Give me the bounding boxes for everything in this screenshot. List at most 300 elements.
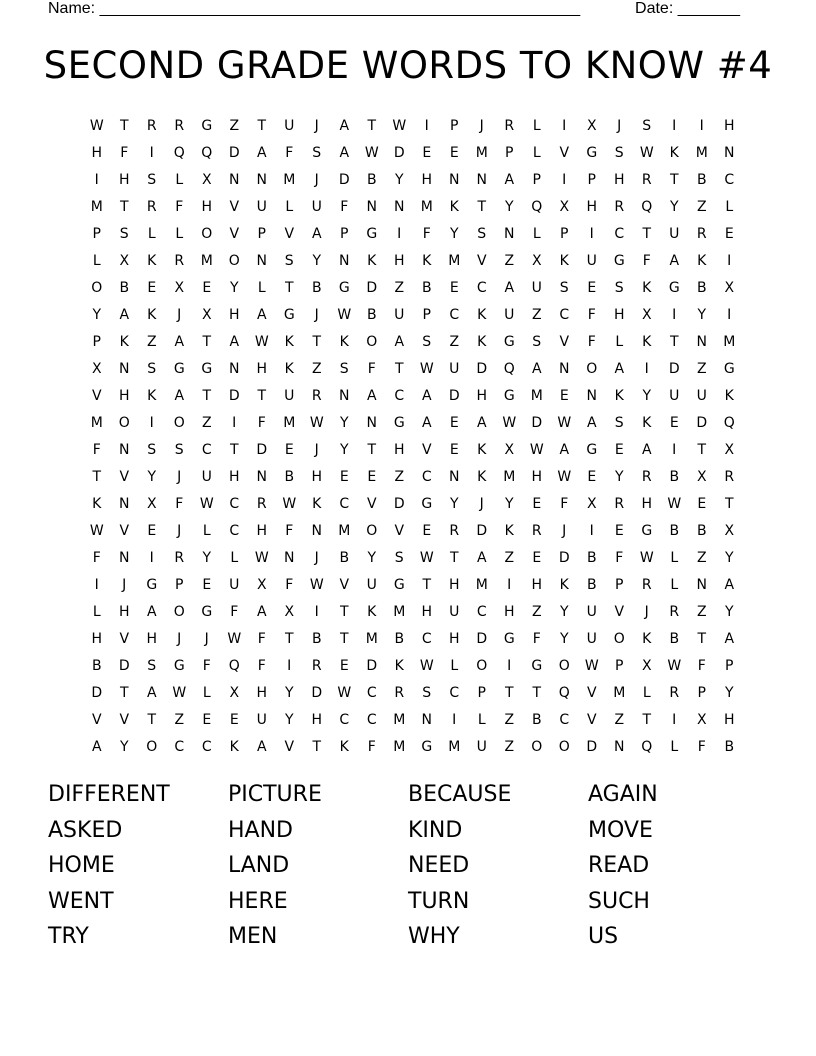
grid-letter: C xyxy=(614,225,625,242)
grid-letter: K xyxy=(504,522,514,539)
grid-letter: I xyxy=(644,360,649,377)
grid-letter: M xyxy=(695,144,708,161)
grid-letter: L xyxy=(92,603,101,620)
grid-letter: W xyxy=(392,117,407,134)
grid-letter: K xyxy=(339,333,349,350)
word-list-item: MEN xyxy=(228,924,278,949)
grid-letter: W xyxy=(584,657,599,674)
grid-letter: X xyxy=(724,522,735,539)
grid-letter: C xyxy=(724,171,735,188)
grid-letter: A xyxy=(229,333,240,350)
grid-letter: F xyxy=(92,549,101,566)
grid-letter: Y xyxy=(669,198,679,215)
grid-letter: U xyxy=(476,738,487,755)
grid-letter: X xyxy=(284,603,295,620)
grid-letter: C xyxy=(201,441,212,458)
grid-letter: S xyxy=(614,279,624,296)
grid-letter: I xyxy=(94,171,99,188)
grid-letter: E xyxy=(614,441,624,458)
grid-letter: O xyxy=(613,630,625,647)
grid-letter: G xyxy=(201,603,213,620)
grid-letter: T xyxy=(229,441,239,458)
grid-letter: E xyxy=(284,441,294,458)
grid-letter: V xyxy=(586,711,597,728)
grid-letter: G xyxy=(503,630,515,647)
grid-letter: N xyxy=(394,198,405,215)
grid-letter: G xyxy=(503,387,515,404)
grid-letter: C xyxy=(476,279,487,296)
grid-letter: P xyxy=(587,171,596,188)
grid-letter: I xyxy=(562,171,567,188)
grid-letter: Y xyxy=(449,495,459,512)
grid-letter: O xyxy=(366,522,378,539)
grid-letter: A xyxy=(366,387,377,404)
grid-letter: T xyxy=(92,468,102,485)
grid-letter: W xyxy=(254,333,269,350)
grid-letter: T xyxy=(697,630,707,647)
grid-letter: T xyxy=(724,495,734,512)
grid-letter: N xyxy=(229,171,240,188)
grid-letter: Y xyxy=(229,279,239,296)
grid-letter: K xyxy=(394,657,404,674)
grid-letter: T xyxy=(284,630,294,647)
grid-letter: A xyxy=(256,603,267,620)
grid-letter: F xyxy=(587,306,596,323)
grid-letter: R xyxy=(311,387,322,404)
grid-letter: H xyxy=(448,576,460,593)
grid-letter: S xyxy=(147,171,157,188)
grid-letter: K xyxy=(147,252,157,269)
grid-letter: C xyxy=(559,711,570,728)
grid-letter: Z xyxy=(394,279,405,296)
grid-letter: W xyxy=(502,414,517,431)
grid-letter: F xyxy=(257,630,266,647)
grid-letter: C xyxy=(421,630,432,647)
grid-letter: W xyxy=(639,144,654,161)
grid-letter: M xyxy=(723,333,736,350)
grid-letter: M xyxy=(613,684,626,701)
grid-letter: L xyxy=(642,684,651,701)
grid-letter: G xyxy=(723,360,735,377)
grid-letter: N xyxy=(724,144,735,161)
grid-letter: B xyxy=(284,468,295,485)
grid-letter: G xyxy=(146,576,158,593)
grid-letter: E xyxy=(202,576,212,593)
grid-letter: B xyxy=(586,576,597,593)
grid-letter: E xyxy=(147,279,157,296)
grid-letter: U xyxy=(696,387,707,404)
grid-letter: U xyxy=(366,576,377,593)
page-title: SECOND GRADE WORDS TO KNOW #4 xyxy=(43,44,773,87)
grid-letter: H xyxy=(393,252,405,269)
grid-letter: A xyxy=(146,684,157,701)
grid-letter: K xyxy=(312,495,322,512)
grid-letter: K xyxy=(642,630,652,647)
grid-letter: T xyxy=(284,279,294,296)
grid-letter: E xyxy=(147,522,157,539)
word-list-item: NEED xyxy=(408,853,470,878)
grid-letter: E xyxy=(449,441,459,458)
grid-letter: F xyxy=(340,198,349,215)
grid-letter: I xyxy=(727,252,732,269)
grid-letter: G xyxy=(201,360,213,377)
grid-letter: T xyxy=(394,360,404,377)
grid-letter: F xyxy=(230,603,239,620)
grid-letter: H xyxy=(228,468,240,485)
grid-letter: W xyxy=(254,549,269,566)
grid-letter: V xyxy=(119,522,130,539)
grid-letter: N xyxy=(229,360,240,377)
grid-letter: B xyxy=(586,549,597,566)
grid-letter: G xyxy=(641,522,653,539)
grid-letter: U xyxy=(586,252,597,269)
grid-letter: F xyxy=(697,738,706,755)
grid-letter: K xyxy=(284,333,294,350)
grid-letter: F xyxy=(285,576,294,593)
grid-letter: Z xyxy=(531,603,542,620)
grid-letter: B xyxy=(421,279,432,296)
grid-letter: F xyxy=(285,522,294,539)
grid-letter: F xyxy=(202,657,211,674)
grid-letter: W xyxy=(557,468,572,485)
grid-letter: M xyxy=(475,576,488,593)
grid-letter: V xyxy=(91,711,102,728)
word-list-item: AGAIN xyxy=(588,782,658,807)
grid-letter: T xyxy=(642,711,652,728)
grid-letter: L xyxy=(532,144,541,161)
grid-letter: E xyxy=(449,279,459,296)
grid-letter: N xyxy=(256,252,267,269)
grid-letter: Q xyxy=(641,738,653,755)
grid-letter: H xyxy=(256,684,268,701)
word-list-item: KIND xyxy=(408,817,463,843)
grid-letter: D xyxy=(91,684,103,701)
grid-letter: A xyxy=(641,441,652,458)
grid-letter: Y xyxy=(504,198,514,215)
grid-letter: Y xyxy=(724,603,734,620)
grid-letter: N xyxy=(339,252,350,269)
grid-letter: W xyxy=(419,657,434,674)
grid-letter: J xyxy=(644,603,649,620)
grid-letter: K xyxy=(119,333,129,350)
grid-letter: K xyxy=(284,360,294,377)
grid-letter: K xyxy=(92,495,102,512)
grid-letter: K xyxy=(477,333,487,350)
grid-letter: R xyxy=(174,549,185,566)
grid-letter: X xyxy=(531,252,542,269)
grid-letter: E xyxy=(724,225,734,242)
grid-letter: B xyxy=(669,522,680,539)
grid-letter: K xyxy=(477,306,487,323)
grid-letter: S xyxy=(477,225,487,242)
grid-letter: W xyxy=(529,441,544,458)
grid-letter: H xyxy=(256,360,268,377)
grid-letter: A xyxy=(559,441,570,458)
grid-letter: A xyxy=(504,279,515,296)
word-list-item: TURN xyxy=(408,888,470,914)
grid-letter: N xyxy=(366,198,377,215)
grid-letter: N xyxy=(614,738,625,755)
grid-letter: C xyxy=(449,684,460,701)
grid-letter: V xyxy=(614,603,625,620)
grid-letter: L xyxy=(147,225,156,242)
grid-letter: H xyxy=(146,630,158,647)
grid-letter: U xyxy=(449,603,460,620)
grid-letter: N xyxy=(586,387,597,404)
grid-letter: A xyxy=(256,144,267,161)
grid-letter: C xyxy=(229,522,240,539)
grid-letter: X xyxy=(641,306,652,323)
grid-letter: P xyxy=(615,657,624,674)
grid-letter: Y xyxy=(614,468,624,485)
grid-letter: B xyxy=(119,279,130,296)
grid-letter: E xyxy=(697,495,707,512)
grid-letter: S xyxy=(147,657,157,674)
grid-letter: L xyxy=(615,333,624,350)
grid-letter: W xyxy=(227,630,242,647)
word-list-item: US xyxy=(588,924,619,949)
grid-letter: V xyxy=(229,225,240,242)
grid-letter: Y xyxy=(642,387,652,404)
grid-letter: O xyxy=(173,414,185,431)
grid-letter: K xyxy=(559,576,569,593)
grid-letter: N xyxy=(339,387,350,404)
grid-letter: Y xyxy=(449,225,459,242)
grid-letter: N xyxy=(119,360,130,377)
grid-letter: R xyxy=(641,576,652,593)
grid-letter: Y xyxy=(312,252,322,269)
word-list-item: ASKED xyxy=(48,817,123,843)
word-list xyxy=(48,777,768,955)
grid-letter: L xyxy=(175,171,184,188)
grid-letter: F xyxy=(560,495,569,512)
grid-letter: V xyxy=(284,738,295,755)
grid-letter: F xyxy=(120,144,129,161)
grid-letter: E xyxy=(669,414,679,431)
grid-letter: Y xyxy=(724,684,734,701)
grid-letter: K xyxy=(367,603,377,620)
word-list-item: LAND xyxy=(228,853,290,878)
grid-letter: R xyxy=(614,495,625,512)
grid-letter: Z xyxy=(229,117,240,134)
grid-letter: B xyxy=(696,279,707,296)
grid-letter: D xyxy=(366,657,378,674)
grid-letter: L xyxy=(92,252,101,269)
grid-letter: U xyxy=(504,306,515,323)
grid-letter: O xyxy=(586,360,598,377)
grid-letter: U xyxy=(394,306,405,323)
grid-letter: N xyxy=(504,225,515,242)
grid-letter: F xyxy=(642,252,651,269)
grid-letter: W xyxy=(199,495,214,512)
grid-letter: P xyxy=(560,225,569,242)
grid-letter: Z xyxy=(696,198,707,215)
grid-letter: T xyxy=(367,441,377,458)
grid-letter: M xyxy=(283,171,296,188)
grid-letter: S xyxy=(312,144,322,161)
grid-letter: A xyxy=(421,387,432,404)
grid-letter: E xyxy=(339,657,349,674)
grid-letter: V xyxy=(421,441,432,458)
word-list-item: HOME xyxy=(48,853,115,878)
grid-letter: B xyxy=(696,171,707,188)
grid-letter: J xyxy=(479,495,484,512)
grid-letter: G xyxy=(421,495,433,512)
grid-letter: Y xyxy=(724,549,734,566)
grid-letter: X xyxy=(641,657,652,674)
grid-letter: E xyxy=(449,144,459,161)
grid-letter: I xyxy=(149,144,154,161)
word-list-item: HERE xyxy=(228,888,288,914)
grid-letter: H xyxy=(531,576,543,593)
word-list-item: HAND xyxy=(228,817,293,843)
grid-letter: Y xyxy=(559,603,569,620)
grid-letter: J xyxy=(562,522,567,539)
grid-letter: T xyxy=(532,684,542,701)
grid-letter: I xyxy=(397,225,402,242)
grid-letter: B xyxy=(339,549,350,566)
grid-letter: T xyxy=(449,549,459,566)
grid-letter: N xyxy=(449,171,460,188)
grid-letter: H xyxy=(201,198,213,215)
grid-letter: Z xyxy=(311,360,322,377)
grid-letter: J xyxy=(122,576,127,593)
grid-letter: G xyxy=(531,657,543,674)
grid-letter: C xyxy=(476,603,487,620)
grid-letter: Q xyxy=(641,198,653,215)
grid-letter: H xyxy=(503,603,515,620)
grid-letter: Z xyxy=(504,711,515,728)
grid-letter: B xyxy=(531,711,542,728)
grid-letter: O xyxy=(476,657,488,674)
grid-letter: S xyxy=(119,225,129,242)
grid-letter: A xyxy=(256,738,267,755)
grid-letter: O xyxy=(531,738,543,755)
grid-letter: S xyxy=(532,333,542,350)
grid-letter: D xyxy=(476,630,488,647)
grid-letter: F xyxy=(257,657,266,674)
grid-letter: T xyxy=(119,198,129,215)
grid-letter: W xyxy=(667,495,682,512)
grid-letter: K xyxy=(642,279,652,296)
grid-letter: C xyxy=(366,711,377,728)
grid-letter: D xyxy=(696,414,708,431)
grid-letter: L xyxy=(175,225,184,242)
grid-letter: Z xyxy=(174,711,185,728)
grid-letter: R xyxy=(724,468,735,485)
grid-letter: R xyxy=(146,117,157,134)
grid-letter: L xyxy=(725,198,734,215)
grid-letter: H xyxy=(118,387,130,404)
grid-letter: G xyxy=(201,117,213,134)
grid-letter: W xyxy=(337,306,352,323)
grid-letter: O xyxy=(201,225,213,242)
grid-letter: O xyxy=(228,252,240,269)
grid-letter: X xyxy=(696,711,707,728)
grid-letter: K xyxy=(339,738,349,755)
grid-letter: L xyxy=(670,738,679,755)
grid-letter: N xyxy=(119,495,130,512)
grid-letter: H xyxy=(118,171,130,188)
grid-letter: R xyxy=(531,522,542,539)
grid-letter: M xyxy=(338,522,351,539)
grid-letter: T xyxy=(669,171,679,188)
grid-letter: G xyxy=(668,279,680,296)
grid-letter: H xyxy=(586,198,598,215)
grid-letter: S xyxy=(339,360,349,377)
grid-letter: L xyxy=(532,117,541,134)
grid-letter: I xyxy=(149,414,154,431)
grid-letter: B xyxy=(724,738,735,755)
grid-letter: K xyxy=(642,333,652,350)
grid-letter: Y xyxy=(119,738,129,755)
grid-letter: D xyxy=(448,387,460,404)
grid-letter: A xyxy=(174,387,185,404)
grid-letter: I xyxy=(452,711,457,728)
grid-letter: Y xyxy=(339,414,349,431)
grid-letter: Z xyxy=(614,711,625,728)
grid-letter: C xyxy=(339,495,350,512)
grid-letter: M xyxy=(475,144,488,161)
grid-letter: X xyxy=(724,441,735,458)
grid-letter: J xyxy=(314,171,319,188)
grid-letter: T xyxy=(339,603,349,620)
word-list-item: TRY xyxy=(48,924,89,949)
grid-letter: N xyxy=(559,360,570,377)
grid-letter: M xyxy=(393,738,406,755)
grid-letter: T xyxy=(119,117,129,134)
grid-letter: P xyxy=(505,144,514,161)
grid-letter: S xyxy=(614,414,624,431)
grid-letter: W xyxy=(172,684,187,701)
grid-letter: K xyxy=(724,387,734,404)
grid-letter: C xyxy=(421,468,432,485)
grid-letter: H xyxy=(311,468,323,485)
grid-letter: Z xyxy=(201,414,212,431)
grid-letter: L xyxy=(670,549,679,566)
grid-letter: U xyxy=(669,225,680,242)
grid-letter: O xyxy=(558,657,570,674)
grid-letter: U xyxy=(201,468,212,485)
grid-letter: P xyxy=(615,576,624,593)
grid-letter: X xyxy=(201,306,212,323)
grid-letter: K xyxy=(614,387,624,404)
grid-letter: J xyxy=(314,117,319,134)
grid-letter: S xyxy=(559,279,569,296)
grid-letter: K xyxy=(229,738,239,755)
grid-letter: U xyxy=(586,603,597,620)
grid-letter: I xyxy=(589,522,594,539)
grid-letter: X xyxy=(504,441,515,458)
grid-letter: Z xyxy=(696,360,707,377)
grid-letter: X xyxy=(724,279,735,296)
grid-letter: D xyxy=(256,441,268,458)
grid-letter: X xyxy=(91,360,102,377)
grid-letter: L xyxy=(670,576,679,593)
grid-letter: A xyxy=(476,414,487,431)
grid-letter: H xyxy=(311,711,323,728)
grid-letter: D xyxy=(531,414,543,431)
grid-letter: I xyxy=(672,117,677,134)
grid-letter: F xyxy=(175,198,184,215)
grid-letter: Y xyxy=(697,306,707,323)
grid-letter: B xyxy=(311,279,322,296)
grid-letter: M xyxy=(448,252,461,269)
word-list-item: DIFFERENT xyxy=(48,782,170,807)
grid-letter: U xyxy=(586,630,597,647)
grid-letter: H xyxy=(256,522,268,539)
grid-letter: J xyxy=(314,306,319,323)
